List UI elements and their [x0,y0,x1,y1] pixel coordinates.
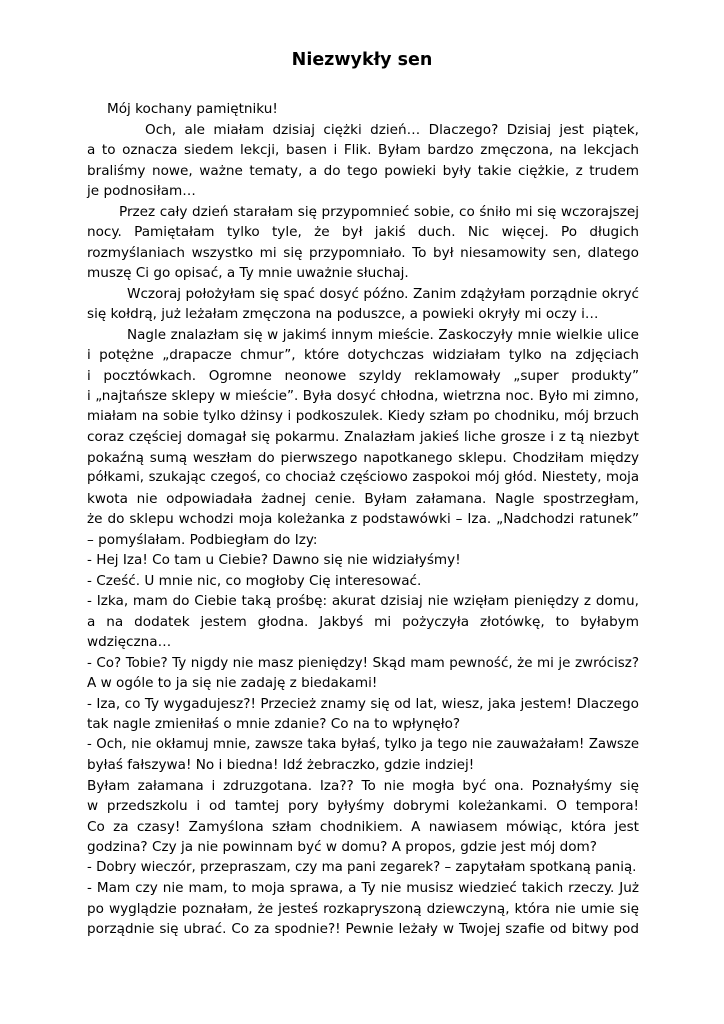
text-line: że do sklepu wchodzi moja koleżanka z podstawówki – Iza. „Nadchodzi ratunek” [87,511,639,527]
text-line: a na dodatek jestem głodna. Jakbyś mi pożyczyła złotówkę, to byłabym [87,613,639,630]
text-line: po wyglądzie poznałam, że jesteś rozkapryszoną dziewczyną, która nie umie się [87,900,639,917]
text-line: - Hej Iza! Co tam u Ciebie? Dawno się nie widziałyśmy! [87,552,461,568]
text-line: - Co? Tobie? Ty nigdy nie masz pieniędzy! Skąd mam pewność, że mi je zwrócisz? [87,654,639,671]
text-line: muszę Ci go opisać, a Ty mnie uważnie słuchaj. [87,265,409,281]
text-line: kwota nie odpowiadała żadnej cenie. Byłam załamana. Nagle spostrzegłam, [87,490,639,507]
text-line: - Cześć. U mnie nic, co mogłoby Cię interesować. [87,572,422,589]
text-line: Byłam załamana i zdruzgotana. Iza?? To nie mogła być ona. Poznałyśmy się [87,777,639,794]
text-line: - Mam czy nie mam, to moja sprawa, a Ty nie musisz wiedzieć takich rzeczy. Już [87,880,639,896]
text-line: - Dobry wieczór, przepraszam, czy ma pani zegarek? – zapytałam spotkaną panią. [87,859,637,875]
text-line: i „najtańsze sklepy w mieście”. Była dosyć chłodna, wietrzna noc. Było mi zimno, [87,388,639,404]
text-line: byłaś fałszywa! No i biedna! Idź żebraczko, gdzie indziej! [87,757,475,773]
text-line: braliśmy nowe, ważne tematy, a do tego powieki były takie ciężkie, z trudem [87,162,639,179]
text-line: - Och, nie okłamuj mnie, zawsze taka byłaś, tylko ja tego nie zauważałam! Zawsze [87,736,639,752]
text-line: - Iza, co Ty wygadujesz?! Przecież znamy się od lat, wiesz, jaka jestem! Dlaczego [87,695,639,712]
text-line: rozmyślaniach wszystko mi się przypomniało. To był niesamowity sen, dlatego [87,244,639,261]
text-line: Mój kochany pamiętniku! [107,101,278,117]
text-line: je podnosiłam… [87,183,196,199]
text-line: i pocztówkach. Ogromne neonowe szyldy reklamowały „super produkty” [87,367,639,384]
text-line: coraz częściej domagał się pokarmu. Znalazłam jakieś liche grosze i z tą niezbyt [87,429,639,445]
text-line: w przedszkolu i od tamtej pory byłyśmy dobrymi koleżankami. O tempora! [87,798,639,814]
text-line: miałam na sobie tylko dżinsy i podkoszulek. Kiedy szłam po chodniku, mój brzuch [87,408,639,424]
text-line: A w ogóle to ja się nie zadaję z biedakami! [87,675,378,691]
document-body [87,99,639,940]
text-line: Och, ale miałam dzisiaj ciężki dzień… Dlaczego? Dzisiaj jest piątek, [145,121,639,138]
text-line: nocy. Pamiętałam tylko tyle, że był jakiś duch. Nic więcej. Po długich [87,224,639,240]
text-line: Przez cały dzień starałam się przypomnieć sobie, co śniło mi się wczorajszej [119,203,639,220]
text-line: tak nagle zmieniłaś o mnie zdanie? Co na to wpłynęło? [87,716,461,732]
text-line: Wczoraj położyłam się spać dosyć późno. Zanim zdążyłam porządnie okryć [127,285,639,302]
text-line: a to oznacza siedem lekcji, basen i Flik. Byłam bardzo zmęczona, na lekcjach [87,142,639,158]
text-line: Nagle znalazłam się w jakimś innym mieście. Zaskoczyły mnie wielkie ulice [127,326,639,343]
text-line: i potężne „drapacze chmur”, które dotychczas widziałam tylko na zdjęciach [87,347,639,363]
document-title: Niezwykły sen [291,50,433,70]
text-line: wdzięczna… [87,634,172,650]
text-line: półkami, szukając czegoś, co chociaż częściowo zaspokoi mój głód. Niestety, moja [87,470,639,485]
text-line: - Izka, mam do Ciebie taką prośbę: akurat dzisiaj nie wzięłam pieniędzy z domu, [87,593,639,609]
text-line: – pomyślałam. Podbiegłam do Izy: [87,531,318,548]
text-line: Co za czasy! Zamyślona szłam chodnikiem. A nawiasem mówiąc, która jest [87,818,639,835]
text-line: porządnie się ubrać. Co za spodnie?! Pewnie leżały w Twojej szafie od bitwy pod [87,921,639,937]
text-line: się kołdrą, już leżałam zmęczona na poduszce, a powieki okryły mi oczy i… [87,306,599,322]
text-line: pokaźną sumą weszłam do pierwszego napotkanego sklepu. Chodziłam między [87,449,639,466]
text-line: godzina? Czy ja nie powinnam być w domu? A propos, gdzie jest mój dom? [87,839,597,855]
